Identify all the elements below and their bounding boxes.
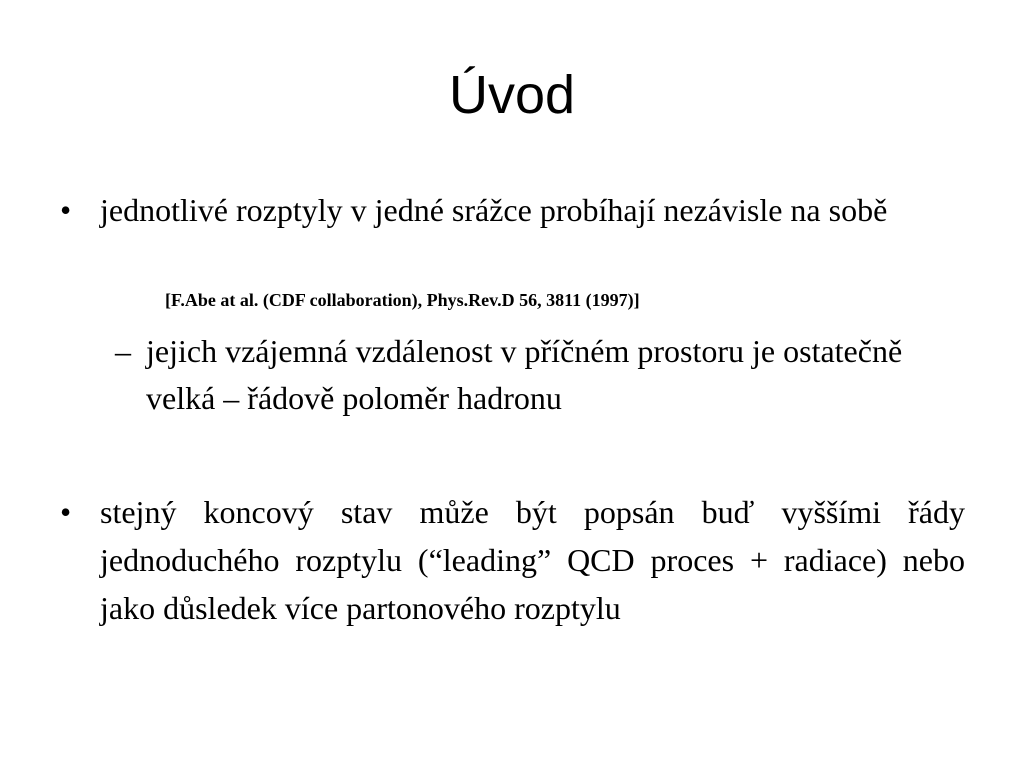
sub-bullet-marker: – bbox=[115, 333, 131, 369]
slide-title: Úvod bbox=[448, 65, 576, 125]
bullet-marker: • bbox=[60, 494, 72, 530]
citation-reference: [F.Abe at al. (CDF collaboration), Phys.Rev.D 56, 3811 (1997)] bbox=[165, 290, 640, 310]
sub-bullet-item bbox=[115, 328, 965, 422]
bullet-text: stejný koncový stav může být popsán buď vyššími řády jednoduchého rozptylu (“leading” QCD proces + radiace) nebo jako důsledek více partonového rozptylu bbox=[100, 494, 965, 626]
bullet-marker: • bbox=[60, 192, 72, 228]
bullet-item bbox=[60, 187, 965, 234]
bullet-item bbox=[60, 488, 965, 632]
bullet-text: jednotlivé rozptyly v jedné srážce probíhají nezávisle na sobě bbox=[100, 192, 888, 228]
sub-bullet-text: jejich vzájemná vzdálenost v příčném prostoru je ostatečně velká – řádově poloměr hadronu bbox=[146, 333, 903, 416]
